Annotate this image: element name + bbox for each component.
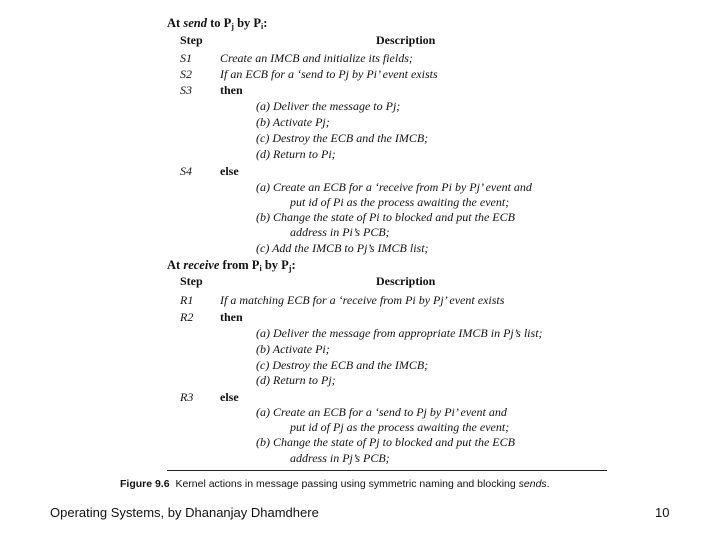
receive-col-description: Description	[376, 274, 436, 288]
receive-heading-colon: :	[291, 258, 296, 272]
send-step-text: then	[220, 83, 243, 97]
send-step-text: (c) Destroy the ECB and the IMCB;	[256, 131, 429, 145]
send-heading-sub1: j	[231, 22, 234, 31]
footer-source: Operating Systems, by Dhananjay Dhamdhere	[50, 505, 319, 520]
send-step-text: else	[220, 164, 239, 178]
receive-heading-by: by P	[261, 258, 289, 272]
send-step-text: (d) Return to Pi;	[256, 147, 336, 161]
caption-label: Figure 9.6	[120, 478, 170, 490]
caption-rule	[167, 470, 607, 471]
send-heading-sub2: i	[261, 22, 264, 31]
page-number: 10	[655, 505, 670, 520]
figure-caption	[120, 477, 550, 491]
send-step-label: S3	[180, 83, 192, 97]
receive-step-text: (b) Activate Pi;	[256, 342, 330, 356]
receive-step-label: R3	[180, 390, 194, 404]
send-step-text: address in Pi’s PCB;	[290, 225, 390, 239]
receive-step-text: (c) Destroy the ECB and the IMCB;	[256, 358, 429, 372]
receive-step-text: address in Pj’s PCB;	[290, 451, 390, 465]
receive-step-text: If a matching ECB for a ‘receive from Pi by Pj’ event exists	[220, 293, 505, 307]
receive-step-text: put id of Pj as the process awaiting the event;	[290, 420, 510, 434]
caption-text: Kernel actions in message passing using symmetric naming and blocking	[175, 478, 519, 490]
receive-heading-sub2: j	[288, 264, 292, 273]
receive-step-text: (a) Deliver the message from appropriate IMCB in Pj’s list;	[256, 326, 543, 340]
receive-step-label: R2	[180, 310, 194, 324]
send-step-text: If an ECB for a ‘send to Pj by Pi’ event exists	[220, 67, 438, 81]
receive-heading-sub1: i	[259, 264, 262, 273]
send-heading-by: by P	[233, 16, 262, 30]
receive-heading-suffix: from P	[219, 258, 260, 272]
receive-step-text: else	[220, 390, 239, 404]
send-step-text: Create an IMCB and initialize its fields;	[220, 51, 413, 65]
send-heading-prefix: At	[167, 16, 184, 30]
receive-heading-prefix: At	[167, 258, 184, 272]
send-heading	[167, 16, 267, 30]
send-step-label: S2	[180, 67, 192, 81]
send-step-text: put id of Pi as the process awaiting the event;	[290, 195, 510, 209]
send-step-text: (c) Add the IMCB to Pj’s IMCB list;	[256, 241, 429, 255]
receive-col-step: Step	[180, 274, 203, 288]
caption-emph: sends	[518, 478, 547, 490]
receive-step-text: (d) Return to Pj;	[256, 373, 336, 387]
receive-heading	[167, 258, 296, 272]
receive-step-text: then	[220, 310, 243, 324]
send-step-label: S1	[180, 51, 192, 65]
send-step-text: (b) Activate Pj;	[256, 115, 330, 129]
receive-heading-keyword: receive	[183, 258, 220, 272]
send-col-description: Description	[376, 33, 436, 47]
send-step-text: (b) Change the state of Pi to blocked and put the ECB	[256, 210, 515, 224]
send-heading-keyword: send	[183, 16, 207, 30]
send-col-step: Step	[180, 33, 203, 47]
send-step-label: S4	[180, 164, 192, 178]
receive-step-text: (b) Change the state of Pj to blocked and put the ECB	[256, 435, 515, 449]
receive-step-label: R1	[180, 293, 194, 307]
send-step-text: (a) Deliver the message to Pj;	[256, 99, 401, 113]
receive-step-text: (a) Create an ECB for a ‘send to Pj by Pi’ event and	[256, 405, 507, 419]
send-heading-suffix: to P	[206, 16, 232, 30]
send-heading-colon: :	[263, 16, 268, 30]
caption-end: .	[546, 478, 550, 490]
send-step-text: (a) Create an ECB for a ‘receive from Pi by Pj’ event and	[256, 180, 532, 194]
